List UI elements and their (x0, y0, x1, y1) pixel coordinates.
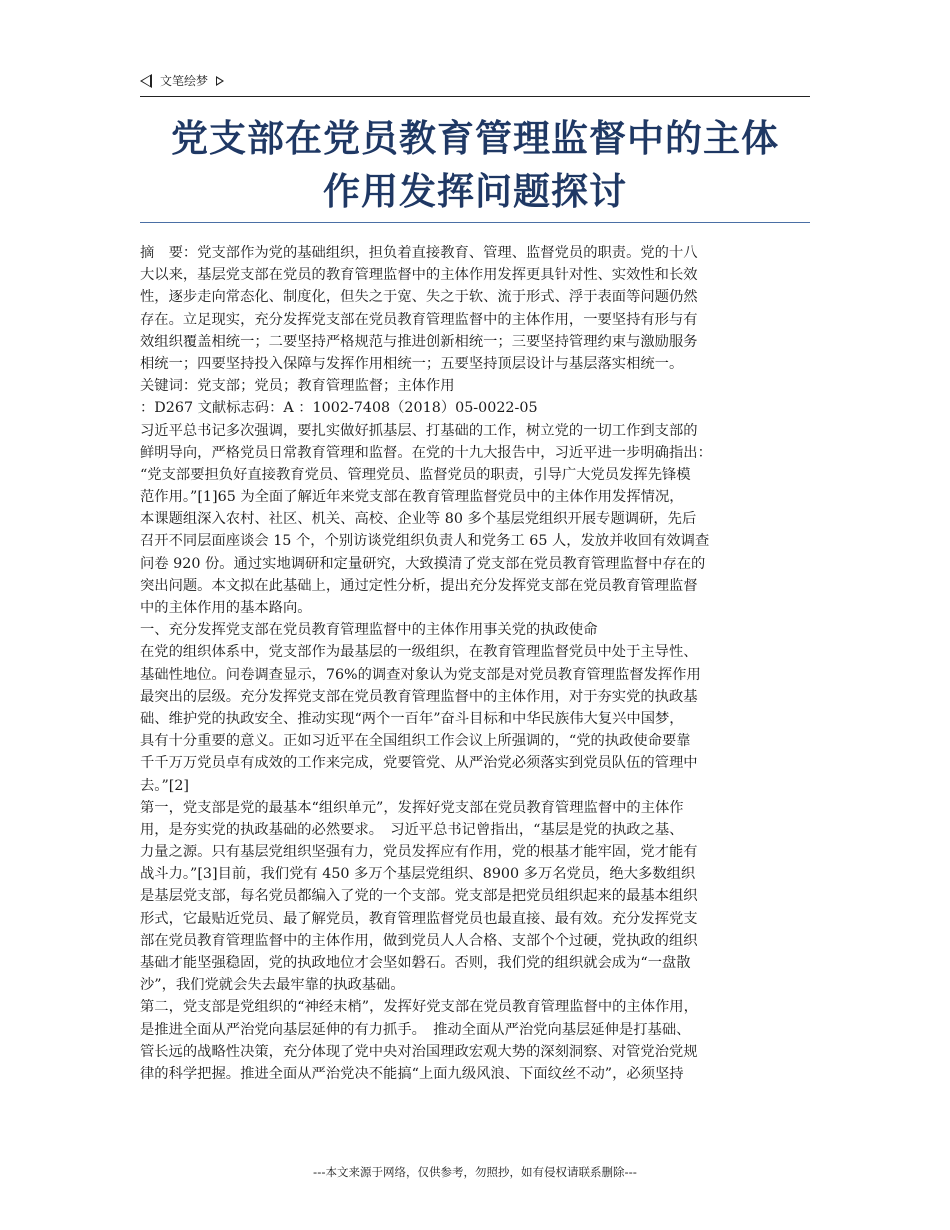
text-line: 本课题组深入农村、社区、机关、高校、企业等 80 多个基层党组织开展专题调研，先后 (140, 511, 697, 528)
brand (140, 72, 224, 89)
text-line: 去。”[2] (140, 777, 190, 794)
text-line: 第二，党支部是党组织的“神经末梢”，发挥好党支部在党员教育管理监督中的主体作用， (140, 999, 698, 1016)
text-line: 战斗力。”[3]目前，我们党有 450 多万个基层党组织、8900 多万名党员，绝大多数组织 (140, 866, 696, 883)
text-line: 存在。立足现实，充分发挥党支部在党员教育管理监督中的主体作用，一要坚持有形与有 (140, 311, 698, 328)
text-line: 效组织覆盖相统一；二要坚持严格规范与推进创新相统一；三要坚持管理约束与激励服务 (140, 333, 698, 350)
text-line: 础、维护党的执政安全、推动实现“两个一百年”奋斗目标和中华民族伟大复兴中国梦， (140, 710, 684, 727)
document-title (140, 112, 810, 218)
text-line: 相统一；四要坚持投入保障与发挥作用相统一；五要坚持顶层设计与基层落实相统一。 (140, 355, 684, 372)
text-line: 律的科学把握。推进全面从严治党决不能搞“上面九级风浪、下面纹丝不动”，必须坚持 (140, 1065, 684, 1082)
title-line-1: 党支部在党员教育管理监督中的主体 (171, 117, 779, 160)
title-line-2: 作用发挥问题探讨 (323, 170, 627, 213)
text-line: 沙”，我们党就会失去最牢靠的执政基础。 (140, 977, 405, 994)
text-line: 是推进全面从严治党向基层延伸的有力抓手。 推动全面从严治党向基层延伸是打基础、 (140, 1021, 691, 1038)
triangle-right-icon (216, 76, 224, 86)
text-line: 管长远的战略性决策，充分体现了党中央对治国理政宏观大势的深刻洞察、对管党治党规 (140, 1043, 698, 1060)
text-line: 鲜明导向，严格党员日常教育管理和监督。在党的十九大报告中，习近平进一步明确指出： (140, 444, 712, 461)
text-line: 用，是夯实党的执政基础的必然要求。 习近平总书记曾指出，“基层是党的执政之基、 (140, 821, 684, 838)
text-line: “党支部要担负好直接教育党员、管理党员、监督党员的职责，引导广大党员发挥先锋模 (140, 466, 691, 483)
text-line: 性，逐步走向常态化、制度化，但失之于宽、失之于软、流于形式、浮于表面等问题仍然 (140, 289, 698, 306)
text-line: 千千万万党员卓有成效的工作来完成，党要管党、从严治党必须落实到党员队伍的管理中 (140, 755, 698, 772)
text-line: ：D267 文献标志码：A ：1002-7408（2018）05-0022-05 (140, 400, 538, 417)
text-line: 范作用。”[1]65 为全面了解近年来党支部在教育管理监督党员中的主体作用发挥情况， (140, 489, 684, 506)
header-divider (140, 96, 810, 97)
text-line: 大以来，基层党支部在党员的教育管理监督中的主体作用发挥更具针对性、实效性和长效 (140, 267, 698, 284)
text-line: 摘 要：党支部作为党的基础组织，担负着直接教育、管理、监督党员的职责。党的十八 (140, 245, 698, 261)
brand-name: 文笔绘梦 (160, 74, 209, 88)
text-line: 部在党员教育管理监督中的主体作用，做到党员人人合格、支部个个过硬，党执政的组织 (140, 932, 698, 949)
page-header (140, 72, 810, 94)
text-line: 基础才能坚强稳固，党的执政地位才会坚如磐石。否则，我们党的组织就会成为“一盘散 (140, 955, 691, 971)
text-line: 力量之源。只有基层党组织坚强有力，党员发挥应有作用，党的根基才能牢固，党才能有 (140, 844, 698, 861)
triangle-left-icon (140, 74, 152, 88)
footer-note: ---本文来源于网络，仅供参考，勿照抄，如有侵权请联系删除--- (313, 1165, 637, 1179)
text-line: 习近平总书记多次强调，要扎实做好抓基层、打基础的工作，树立党的一切工作到支部的 (140, 422, 698, 439)
text-line: 一、充分发挥党支部在党员教育管理监督中的主体作用事关党的执政使命 (140, 622, 598, 639)
body-text (140, 242, 812, 1085)
text-line: 是基层党支部，每名党员都编入了党的一个支部。党支部是把党员组织起来的最基本组织 (140, 888, 698, 905)
text-line: 基础性地位。问卷调查显示，76%的调查对象认为党支部是对党员教育管理监督发挥作用 (140, 666, 701, 683)
text-line: 最突出的层级。充分发挥党支部在党员教育管理监督中的主体作用，对于夯实党的执政基 (140, 688, 698, 705)
text-line: 在党的组织体系中，党支部作为最基层的一级组织，在教育管理监督党员中处于主导性、 (140, 644, 698, 661)
text-line: 问卷 920 份。通过实地调研和定量研究，大致摸清了党支部在党员教育管理监督中存在的 (140, 555, 706, 572)
text-line: 具有十分重要的意义。正如习近平在全国组织工作会议上所强调的，“党的执政使命要靠 (140, 733, 691, 750)
text-line: 突出问题。本文拟在此基础上，通过定性分析，提出充分发挥党支部在党员教育管理监督 (140, 577, 698, 594)
text-line: 第一，党支部是党的最基本“组织单元”，发挥好党支部在党员教育管理监督中的主体作 (140, 799, 684, 816)
title-divider (140, 222, 810, 223)
text-line: 关键词：党支部；党员；教育管理监督；主体作用 (140, 378, 455, 395)
text-line: 形式，它最贴近党员、最了解党员，教育管理监督党员也最直接、最有效。充分发挥党支 (140, 910, 698, 927)
text-line: 召开不同层面座谈会 15 个，个别访谈党组织负责人和党务工 65 人，发放并收回有效调查 (140, 533, 710, 550)
text-line: 中的主体作用的基本路向。 (140, 600, 312, 616)
